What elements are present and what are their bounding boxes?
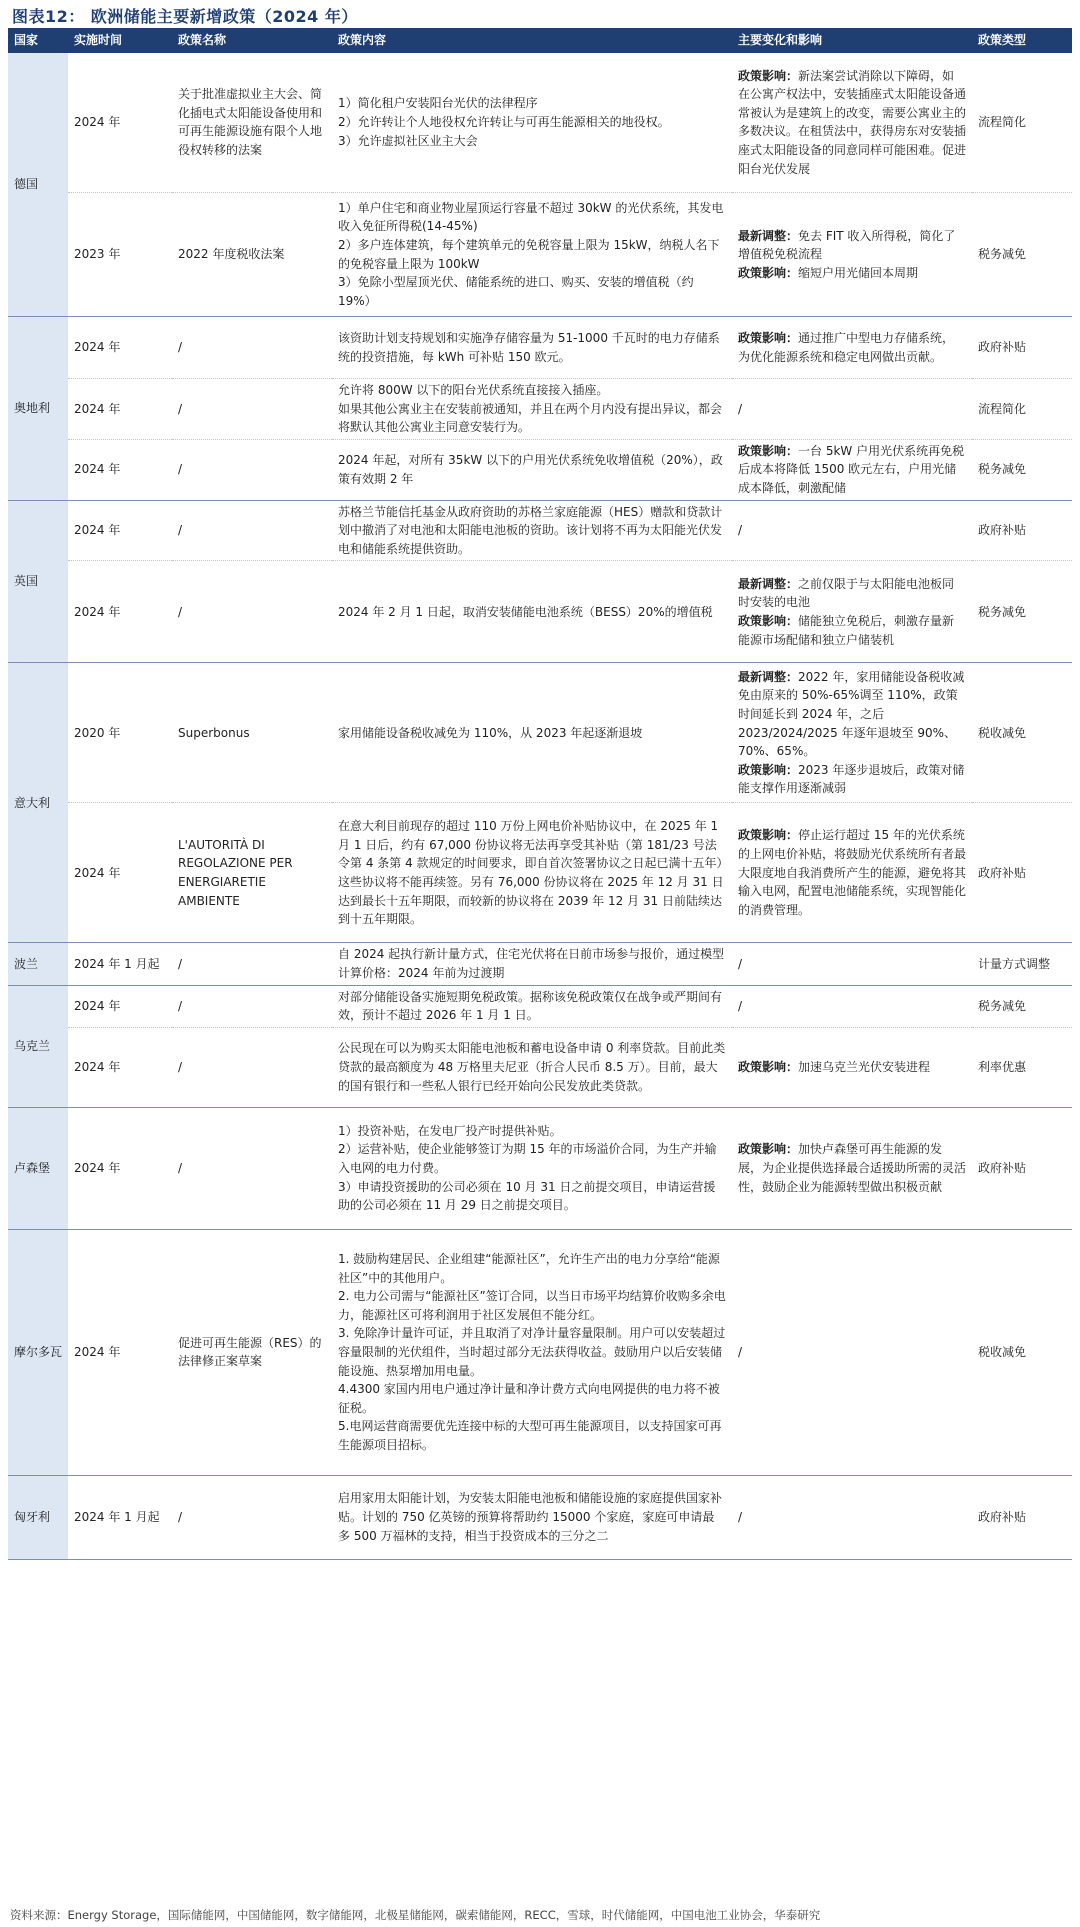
impact-label: 最新调整：	[738, 576, 799, 591]
header-policy-name: 政策名称	[172, 28, 332, 53]
policy-name: /	[172, 943, 332, 985]
impact-line	[738, 575, 966, 612]
country-cell: 波兰	[8, 943, 68, 985]
table-row	[8, 317, 1072, 379]
policy-content-line: 3）申请投资援助的公司必须在 10 月 31 日之前提交项目，申请运营援助的公司必须在 11 月 29 日之前提交项目。	[338, 1179, 716, 1213]
implementation-date: 2020 年	[68, 663, 172, 803]
policy-content	[332, 53, 732, 193]
impact-cell	[732, 561, 972, 663]
policy-name: /	[172, 1027, 332, 1107]
implementation-date: 2024 年	[68, 1027, 172, 1107]
policy-content-line: 5.电网运营商需要优先连接中标的大型可再生能源项目，以支持国家可再生能源项目招标。	[338, 1419, 722, 1452]
figure-caption: 欧洲储能主要新增政策（2024 年）	[90, 7, 358, 26]
policy-content	[332, 379, 732, 440]
policy-content-line: 家用储能设备税收减免为 110%，从 2023 年起逐渐退坡	[338, 725, 643, 740]
impact-line	[738, 955, 966, 974]
policy-name: 2022 年度税收法案	[172, 193, 332, 317]
policy-content	[332, 1107, 732, 1229]
policy-type: 税务减免	[972, 439, 1072, 500]
table-row	[8, 193, 1072, 317]
impact-label: 最新调整：	[738, 228, 799, 243]
source-note: 资料来源：Energy Storage，国际储能网，中国储能网，数字储能网，北极星储能网，碳索储能网，RECC，雪球，时代储能网，中国电池工业协会，华泰研究	[10, 1908, 821, 1922]
policy-name: L'AUTORITÀ DI REGOLAZIONE PER ENERGIARETIE AMBIENTE	[172, 803, 332, 943]
policy-content-line: 1）投资补贴，在发电厂投产时提供补贴。	[338, 1123, 562, 1138]
impact-text: 之前仅限于与太阳能电池板同时安装的电池	[738, 576, 955, 610]
policy-type: 政府补贴	[972, 1107, 1072, 1229]
policy-name: /	[172, 1475, 332, 1559]
policy-content-line: 2024 年起，对所有 35kW 以下的户用光伏系统免收增值税（20%），政策有效期 2 年	[338, 453, 723, 486]
implementation-date: 2024 年 1 月起	[68, 943, 172, 985]
implementation-date: 2024 年	[68, 439, 172, 500]
policy-type: 税务减免	[972, 561, 1072, 663]
impact-cell	[732, 1027, 972, 1107]
table-row	[8, 500, 1072, 561]
impact-line	[738, 1140, 966, 1196]
impact-text: /	[738, 956, 743, 971]
impact-text: 2022 年，家用储能设备税收减免由原来的 50%-65%调至 110%，政策时间延长到 2024 年，之后 2023/2024/2025 年逐年退坡至 90%、70%、65%。	[738, 669, 965, 759]
policy-content-line: 公民现在可以为购买太阳能电池板和蓄电设备申请 0 利率贷款。目前此类贷款的最高额度为 48 万格里夫尼亚（折合人民币 8.5 万）。目前，最大的国有银行和一些私人银行已经开始向公民发放此类贷款。	[338, 1041, 726, 1093]
policy-content-line: 3）免除小型屋顶光伏、储能系统的进口、购买、安装的增值税（约 19%）	[338, 275, 694, 308]
impact-text: /	[738, 1345, 743, 1360]
impact-line	[738, 668, 966, 761]
policy-content-line: 1）单户住宅和商业物业屋顶运行容量不超过 30kW 的光伏系统，其发电收入免征所得税(14-45%)	[338, 200, 724, 234]
policy-content-line: 2）多户连体建筑，每个建筑单元的免税容量上限为 15kW，纳税人名下的免税容量上限为 100kW	[338, 238, 720, 271]
country-cell: 意大利	[8, 663, 68, 943]
impact-label: 政策影响：	[738, 331, 799, 345]
impact-line	[738, 521, 966, 540]
header-policy-type: 政策类型	[972, 28, 1072, 53]
policy-type: 政府补贴	[972, 1475, 1072, 1559]
impact-line	[738, 329, 966, 366]
impact-cell	[732, 439, 972, 500]
implementation-date: 2024 年	[68, 500, 172, 561]
impact-line	[738, 1508, 966, 1527]
country-cell: 摩尔多瓦	[8, 1229, 68, 1475]
policy-content	[332, 439, 732, 500]
country-cell: 乌克兰	[8, 985, 68, 1107]
impact-line	[738, 761, 966, 798]
impact-text: /	[738, 998, 743, 1013]
table-row	[8, 1229, 1072, 1475]
policy-content-line: 允许将 800W 以下的阳台光伏系统直接接入插座。	[338, 383, 609, 398]
policy-content-line: 对部分储能设备实施短期免税政策。据称该免税政策仅在战争或严期间有效，预计不超过 2026 年 1 月 1 日。	[338, 989, 723, 1023]
policy-name: 关于批准虚拟业主大会、简化插电式太阳能设备使用和可再生能源设施有限个人地役权转移的法案	[172, 53, 332, 193]
country-cell: 卢森堡	[8, 1107, 68, 1229]
impact-text: 缩短户用光储回本周期	[798, 265, 919, 280]
header-policy-content: 政策内容	[332, 28, 732, 53]
policy-content-line: 2）运营补贴，使企业能够签订为期 15 年的市场溢价合同，为生产并输入电网的电力付费。	[338, 1142, 717, 1176]
figure-title	[12, 4, 358, 27]
policy-type: 税务减免	[972, 985, 1072, 1027]
impact-label: 政策影响：	[738, 613, 799, 628]
impact-line	[738, 67, 966, 179]
header-date: 实施时间	[68, 28, 172, 53]
policy-content-line: 如果其他公寓业主在安装前被通知，并且在两个月内没有提出异议，都会将默认其他公寓业主同意安装行为。	[338, 401, 723, 435]
implementation-date: 2024 年	[68, 1107, 172, 1229]
implementation-date: 2024 年	[68, 379, 172, 440]
policy-type: 计量方式调整	[972, 943, 1072, 985]
header-country: 国家	[8, 28, 68, 53]
impact-text: 免去 FIT 收入所得税，简化了增值税免税流程	[738, 228, 956, 262]
table-row	[8, 1107, 1072, 1229]
impact-label: 政策影响：	[738, 68, 799, 83]
impact-line	[738, 826, 966, 919]
implementation-date: 2024 年 1 月起	[68, 1475, 172, 1559]
policy-content	[332, 1229, 732, 1475]
impact-cell	[732, 193, 972, 317]
table-row	[8, 985, 1072, 1027]
policy-content-line: 苏格兰节能信托基金从政府资助的苏格兰家庭能源（HES）赠款和贷款计划中撤消了对电池和太阳能电池板的资助。该计划将不再为太阳能光伏发电和储能系统提供资助。	[338, 504, 723, 556]
impact-cell	[732, 1107, 972, 1229]
policy-name: Superbonus	[172, 663, 332, 803]
table-row	[8, 803, 1072, 943]
impact-cell	[732, 379, 972, 440]
policy-content-line: 3）允许虚拟社区业主大会	[338, 133, 478, 148]
policy-content	[332, 943, 732, 985]
policy-type: 税收减免	[972, 1229, 1072, 1475]
impact-line	[738, 1343, 966, 1362]
policy-type: 政府补贴	[972, 317, 1072, 379]
country-cell: 匈牙利	[8, 1475, 68, 1559]
policy-content-line: 2024 年 2 月 1 日起，取消安装储能电池系统（BESS）20%的增值税	[338, 604, 713, 619]
policy-content-line: 自 2024 起执行新计量方式，住宅光伏将在日前市场参与报价，通过模型计算价格：2024 年前为过渡期	[338, 947, 725, 981]
impact-line	[738, 442, 966, 498]
table-row	[8, 561, 1072, 663]
impact-text: 停止运行超过 15 年的光伏系统的上网电价补贴，将鼓励光伏系统所有者最大限度地自我消费所产生的能源，避免将其输入电网，配置电池储能系统，实现智能化的消费管理。	[738, 828, 967, 917]
policy-content-line: 1. 鼓励构建居民、企业组建“能源社区”，允许生产出的电力分享给“能源社区”中的其他用户。	[338, 1252, 720, 1285]
impact-label: 政策影响：	[738, 828, 799, 843]
policy-content	[332, 663, 732, 803]
table-row	[8, 1475, 1072, 1559]
impact-cell	[732, 53, 972, 193]
impact-text: 新法案尝试消除以下障碍，如在公寓产权法中，安装插座式太阳能设备通常被认为是建筑上的改变，需要公寓业主的多数决议。在租赁法中，获得房东对安装插座式太阳能设备的同意同样可能困难。促进阳台光伏发展	[738, 68, 967, 176]
policy-type: 政府补贴	[972, 500, 1072, 561]
policy-type: 税务减免	[972, 193, 1072, 317]
country-cell: 德国	[8, 53, 68, 317]
policy-content	[332, 317, 732, 379]
policy-content	[332, 561, 732, 663]
policy-name: /	[172, 1107, 332, 1229]
table-row	[8, 1027, 1072, 1107]
policy-content-line: 4.4300 家国内用电户通过净计量和净计费方式向电网提供的电力将不被征税。	[338, 1382, 720, 1415]
impact-cell	[732, 500, 972, 561]
policy-type: 利率优惠	[972, 1027, 1072, 1107]
policy-type: 税收减免	[972, 663, 1072, 803]
policy-type: 流程简化	[972, 379, 1072, 440]
impact-cell	[732, 663, 972, 803]
table-header-row	[8, 28, 1072, 53]
policy-content-line: 该资助计划支持规划和实施净存储容量为 51-1000 千瓦时的电力存储系统的投资措施，每 kWh 可补贴 150 欧元。	[338, 331, 720, 364]
impact-label: 政策影响：	[738, 762, 799, 777]
impact-text: 加速乌克兰光伏安装进程	[798, 1060, 931, 1075]
impact-label: 政策影响：	[738, 1060, 799, 1075]
impact-text: /	[738, 401, 743, 416]
policy-name: /	[172, 379, 332, 440]
impact-cell	[732, 1229, 972, 1475]
policy-content	[332, 1475, 732, 1559]
table-row	[8, 663, 1072, 803]
impact-text: /	[738, 523, 743, 538]
impact-cell	[732, 943, 972, 985]
policy-name: /	[172, 561, 332, 663]
implementation-date: 2024 年	[68, 53, 172, 193]
impact-label: 最新调整：	[738, 669, 799, 684]
impact-label: 政策影响：	[738, 443, 799, 458]
figure-label: 图表12：	[12, 7, 85, 26]
impact-line	[738, 400, 966, 419]
table-body	[8, 53, 1072, 1560]
country-cell: 奥地利	[8, 317, 68, 501]
policy-content	[332, 803, 732, 943]
table-row	[8, 439, 1072, 500]
impact-line	[738, 264, 966, 283]
implementation-date: 2024 年	[68, 803, 172, 943]
policy-content	[332, 1027, 732, 1107]
table-row	[8, 379, 1072, 440]
policy-name: /	[172, 500, 332, 561]
policy-content-line: 在意大利目前现存的超过 110 万份上网电价补贴协议中，在 2025 年 1 月 1 日后，约有 67,000 份协议将无法再享受其补贴（第 181/23 号法令第 4 条第 4 款规定的时间要求，即自首次签署协议之日起已满十五年）这些协议将不能再续签。另有 76,000 份协议将在 2025 年 12 月 31 日达到最长十五年期限，而较新的协议将在 2039 年 12 月 31 日前陆续达到十五年期限。	[338, 819, 724, 927]
impact-cell	[732, 985, 972, 1027]
impact-text: 通过推广中型电力存储系统，为优化能源系统和稳定电网做出贡献。	[738, 331, 955, 364]
impact-cell	[732, 803, 972, 943]
policy-name: /	[172, 317, 332, 379]
implementation-date: 2024 年	[68, 985, 172, 1027]
policy-content-line: 2. 电力公司需与“能源社区”签订合同，以当日市场平均结算价收购多余电力，能源社区可将利润用于社区发展但不能分红。	[338, 1289, 726, 1322]
policy-content-line: 启用家用太阳能计划，为安装太阳能电池板和储能设施的家庭提供国家补贴。计划的 750 亿英镑的预算将帮助约 15000 个家庭，家庭可申请最多 500 万福林的支持，相当于投资成本的三分之二	[338, 1491, 723, 1543]
policy-type: 流程简化	[972, 53, 1072, 193]
impact-cell	[732, 317, 972, 379]
impact-text: 2023 年逐步退坡后，政策对储能支撑作用逐渐减弱	[738, 762, 965, 796]
policy-content-line: 3. 免除净计量许可证，并且取消了对净计量容量限制。用户可以安装超过容量限制的光伏组件，当时超过部分无法获得收益。鼓励用户以后安装储能设施、热泵增加用电量。	[338, 1326, 726, 1378]
impact-text: /	[738, 1510, 743, 1525]
policy-name: /	[172, 439, 332, 500]
policy-name: /	[172, 985, 332, 1027]
policy-content	[332, 985, 732, 1027]
policy-name: 促进可再生能源（RES）的法律修正案草案	[172, 1229, 332, 1475]
header-impact: 主要变化和影响	[732, 28, 972, 53]
impact-line	[738, 1058, 966, 1077]
policy-content-line: 2）允许转让个人地役权允许转让与可再生能源相关的地役权。	[338, 115, 670, 130]
implementation-date: 2024 年	[68, 1229, 172, 1475]
impact-cell	[732, 1475, 972, 1559]
country-cell: 英国	[8, 500, 68, 663]
policy-content-line: 1）简化租户安装阳台光伏的法律程序	[338, 96, 538, 111]
table-row	[8, 943, 1072, 985]
implementation-date: 2024 年	[68, 561, 172, 663]
impact-text: 储能独立免税后，刺激存量新能源市场配储和独立户储装机	[738, 613, 955, 647]
table-row	[8, 53, 1072, 193]
implementation-date: 2023 年	[68, 193, 172, 317]
impact-line	[738, 227, 966, 264]
impact-text: 一台 5kW 户用光伏系统再免税后成本将降低 1500 欧元左右，户用光储成本降低，刺激配储	[738, 443, 965, 496]
impact-line	[738, 997, 966, 1016]
impact-line	[738, 612, 966, 649]
policy-content	[332, 500, 732, 561]
policy-content	[332, 193, 732, 317]
impact-label: 政策影响：	[738, 1142, 799, 1157]
implementation-date: 2024 年	[68, 317, 172, 379]
impact-label: 政策影响：	[738, 265, 799, 280]
policy-table	[8, 28, 1072, 1560]
policy-type: 政府补贴	[972, 803, 1072, 943]
impact-text: 加快卢森堡可再生能源的发展，为企业提供选择最合适援助所需的灵活性，鼓励企业为能源转型做出积极贡献	[738, 1142, 967, 1194]
